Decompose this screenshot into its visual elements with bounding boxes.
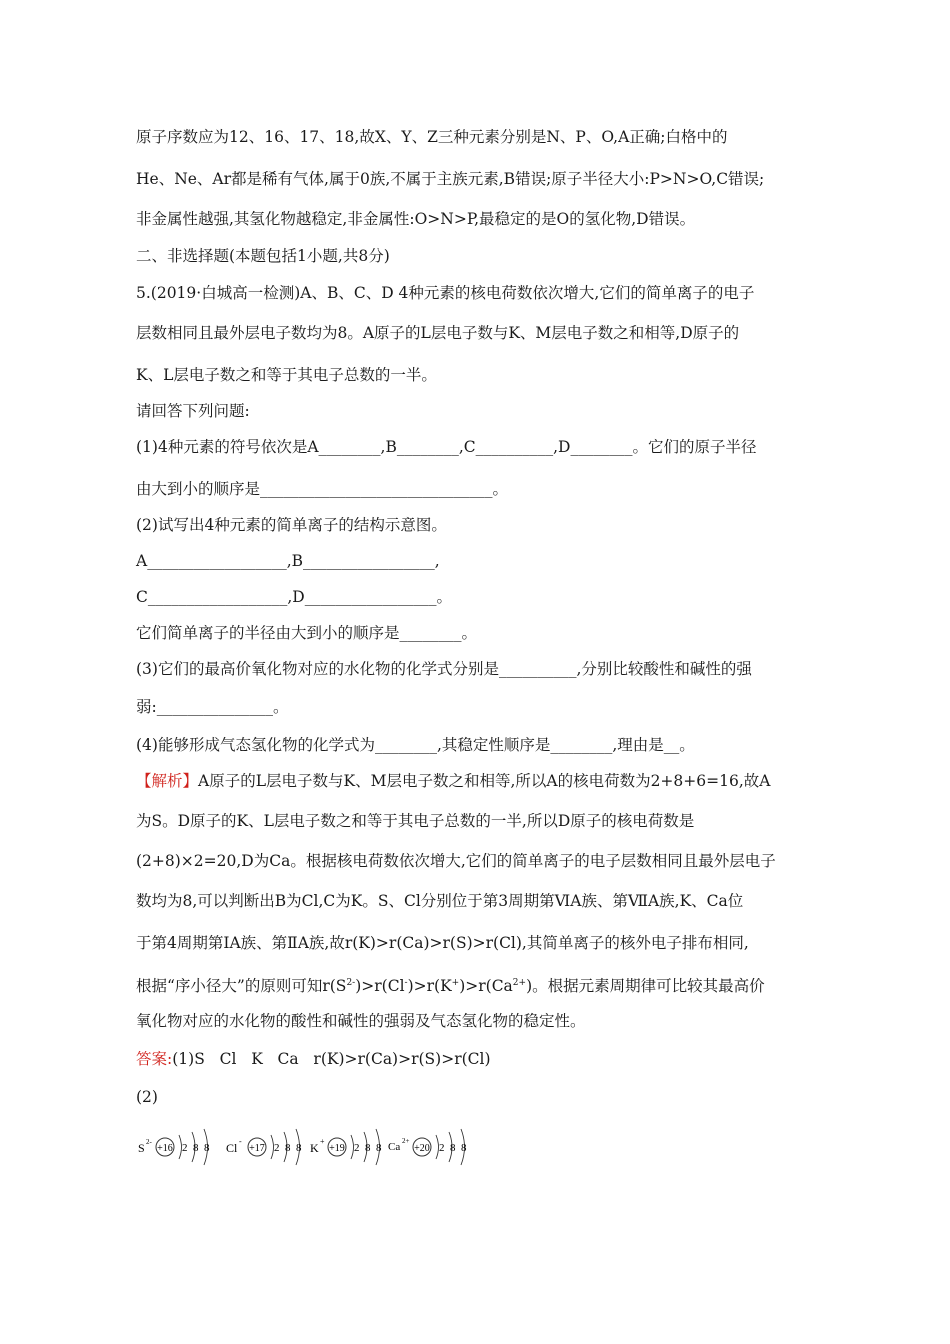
solution-line: 原子序数应为12、16、17、18,故X、Y、Z三种元素分别是N、P、O,A正确;白格中的: [136, 128, 728, 146]
ion-charge: +: [320, 1137, 325, 1146]
ion-charge: -: [404, 978, 408, 988]
analysis-text: )>r(Ca: [459, 977, 513, 996]
question-stem: 层数相同且最外层电子数均为8。A原子的L层电子数与K、M层电子数之和相等,D原子的: [136, 324, 740, 342]
shell-count: 2: [274, 1142, 280, 1154]
ion-charge: -: [239, 1137, 242, 1146]
sub-question-2: C__________________,D_________________。: [136, 588, 452, 606]
analysis-text: A原子的L层电子数与K、M层电子数之和相等,所以A的核电荷数为2+8+6=16,故A: [198, 772, 771, 790]
ion-symbol: Ca: [388, 1141, 401, 1153]
ion-symbol: S: [138, 1141, 145, 1155]
analysis-text: 根据“序小径大”的原则可知r(S: [136, 977, 347, 996]
shell-count: 8: [296, 1142, 302, 1154]
shell-count: 8: [461, 1142, 467, 1154]
shell-count: 8: [365, 1142, 371, 1154]
solution-line: He、Ne、Ar都是稀有气体,属于0族,不属于主族元素,B错误;原子半径大小:P>N>O,C错误;: [136, 170, 765, 188]
answer-text: (1)S Cl K Ca r(K)>r(Ca)>r(S)>r(Cl): [172, 1050, 491, 1068]
question-stem: K、L层电子数之和等于其电子总数的一半。: [136, 366, 437, 384]
analysis-text: )。根据元素周期律可比较其最高价: [526, 977, 765, 996]
ion-charge: 2-: [346, 978, 356, 988]
ion-structure-diagrams: [136, 1120, 476, 1170]
sub-question-2: (2)试写出4种元素的简单离子的结构示意图。: [136, 516, 447, 534]
analysis-line: [136, 770, 770, 792]
question-prompt: 请回答下列问题:: [136, 402, 250, 420]
shell-count: 8: [376, 1142, 382, 1154]
ion-symbol: K: [310, 1141, 319, 1155]
shell-count: 8: [285, 1142, 291, 1154]
solution-line: 非金属性越强,其氢化物越稳定,非金属性:O>N>P,最稳定的是O的氢化物,D错误。: [136, 210, 696, 228]
nucleus-charge: +19: [329, 1143, 345, 1154]
sub-question-2: A__________________,B_________________,: [136, 552, 440, 570]
analysis-label: 【解析】: [136, 772, 199, 790]
answer-line: [136, 1048, 491, 1070]
sub-question-1: (1)4种元素的符号依次是A________,B________,C__________,D________。它们的原子半径: [136, 438, 757, 456]
chloride-ion-diagram: [226, 1129, 302, 1165]
nucleus-charge: +20: [414, 1143, 430, 1154]
nucleus-charge: +17: [249, 1143, 265, 1154]
calcium-ion-diagram: [388, 1129, 467, 1165]
analysis-line: 于第4周期第ⅠA族、第ⅡA族,故r(K)>r(Ca)>r(S)>r(Cl),其简单离子的核外电子排布相同,: [136, 934, 749, 952]
shell-count: 2: [439, 1142, 445, 1154]
shell-count: 8: [450, 1142, 456, 1154]
analysis-text: )>r(K: [407, 977, 452, 996]
shell-count: 2: [354, 1142, 360, 1154]
ion-symbol: Cl: [226, 1141, 238, 1155]
analysis-line: 为S。D原子的K、L层电子数之和等于其电子总数的一半,所以D原子的核电荷数是: [136, 812, 695, 830]
analysis-line: 氧化物对应的水化物的酸性和碱性的强弱及气态氢化物的稳定性。: [136, 1012, 586, 1030]
shell-count: 8: [193, 1142, 199, 1154]
ion-charge: 2+: [512, 978, 527, 988]
sub-question-3: (3)它们的最高价氧化物对应的水化物的化学式分别是__________,分别比较酸性和碱性的强: [136, 660, 752, 678]
potassium-ion-diagram: [310, 1129, 382, 1165]
ion-charge: +: [451, 978, 460, 988]
analysis-line: [136, 972, 765, 997]
section-heading: 二、非选择题(本题包括1小题,共8分): [136, 247, 390, 265]
ion-charge: 2+: [402, 1137, 410, 1145]
sub-question-2: 它们简单离子的半径由大到小的顺序是________。: [136, 624, 478, 642]
analysis-line: (2+8)×2=20,D为Ca。根据核电荷数依次增大,它们的简单离子的电子层数相同且最外层电子: [136, 852, 776, 870]
analysis-line: 数均为8,可以判断出B为Cl,C为K。S、Cl分别位于第3周期第ⅥA族、第ⅦA族,K、Ca位: [136, 892, 744, 910]
sub-question-1: 由大到小的顺序是______________________________。: [136, 480, 509, 498]
answer-label: 答案:: [136, 1050, 173, 1068]
answer-line: (2): [136, 1088, 158, 1106]
nucleus-charge: +16: [157, 1143, 173, 1154]
question-stem: 5.(2019·白城高一检测)A、B、C、D 4种元素的核电荷数依次增大,它们的简单离子的电子: [136, 284, 755, 302]
sulfide-ion-diagram: [138, 1129, 210, 1165]
sub-question-3: 弱:_______________。: [136, 698, 289, 716]
analysis-text: )>r(Cl: [355, 977, 405, 996]
shell-count: 2: [182, 1142, 188, 1154]
ion-charge: 2-: [146, 1138, 152, 1146]
shell-count: 8: [204, 1142, 210, 1154]
sub-question-4: (4)能够形成气态氢化物的化学式为________,其稳定性顺序是________,理由是__。: [136, 736, 695, 754]
